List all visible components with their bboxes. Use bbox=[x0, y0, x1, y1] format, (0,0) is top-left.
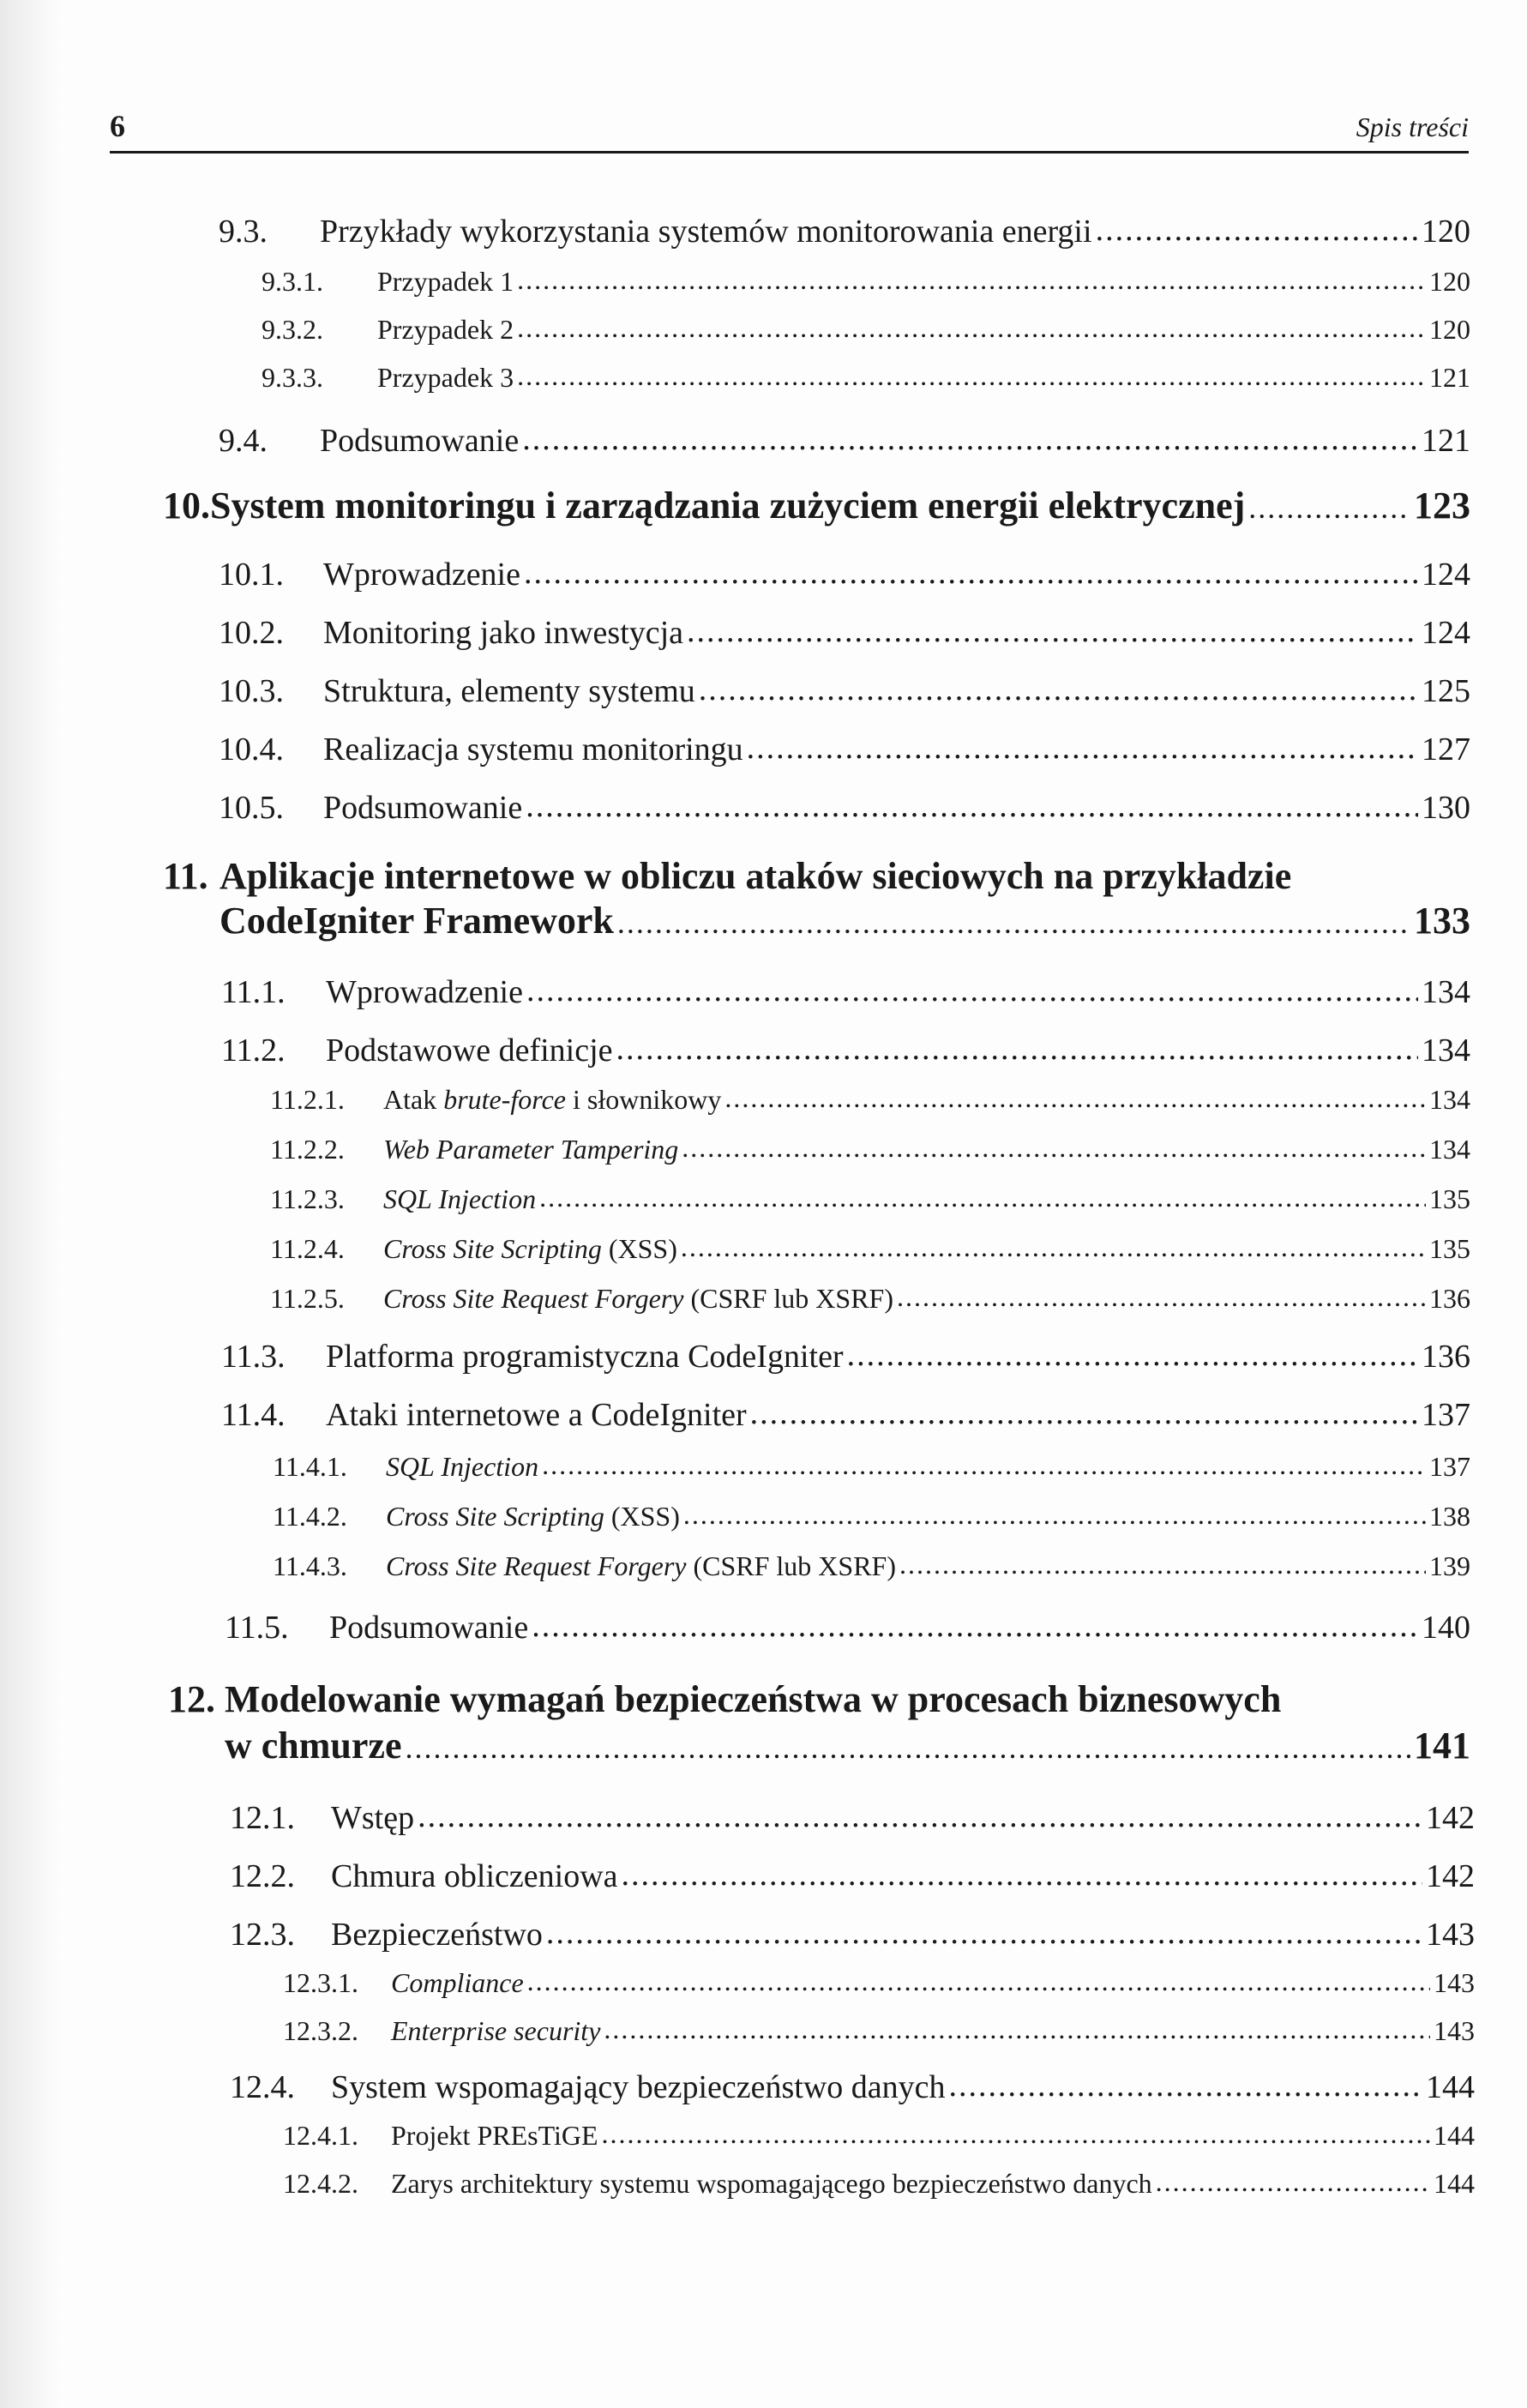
dot-leader bbox=[899, 1549, 1426, 1580]
toc-entry-11-5[interactable] bbox=[225, 1609, 1470, 1646]
toc-title bbox=[386, 1550, 896, 1582]
toc-entry-10-3[interactable] bbox=[219, 672, 1470, 710]
toc-page: 134 bbox=[1429, 1084, 1470, 1115]
toc-entry-10-4[interactable] bbox=[219, 731, 1470, 768]
dot-leader bbox=[949, 2067, 1423, 2104]
dot-leader bbox=[546, 1914, 1422, 1952]
dot-leader bbox=[604, 2014, 1430, 2045]
toc-title: Web Parameter Tampering bbox=[383, 1134, 679, 1165]
toc-title: Platforma programistyczna CodeIgniter bbox=[326, 1339, 844, 1375]
toc-number: 9.3. bbox=[219, 214, 268, 250]
toc-title: Realizacja systemu monitoringu bbox=[323, 731, 743, 768]
toc-title: Enterprise security bbox=[391, 2015, 601, 2046]
dot-leader bbox=[747, 729, 1418, 767]
toc-number: 10.5. bbox=[219, 790, 284, 826]
toc-page: 120 bbox=[1429, 314, 1470, 345]
chapter-page: 123 bbox=[1414, 485, 1470, 527]
toc-page: 121 bbox=[1429, 362, 1470, 393]
toc-number: 11.2.4. bbox=[270, 1233, 345, 1264]
toc-title: Podsumowanie bbox=[320, 423, 520, 459]
toc-number: 11.4.3. bbox=[273, 1550, 347, 1581]
toc-entry-9-3-2[interactable] bbox=[262, 314, 1470, 346]
toc-page: 120 bbox=[1429, 266, 1470, 297]
toc-title-italic: Cross Site Scripting bbox=[386, 1501, 604, 1532]
toc-number: 10.3. bbox=[219, 673, 284, 709]
toc-title-part: (CSRF lub XSRF) bbox=[686, 1550, 896, 1581]
toc-entry-12-1[interactable] bbox=[230, 1799, 1475, 1837]
toc-title: Monitoring jako inwestycja bbox=[323, 615, 684, 651]
toc-page: 134 bbox=[1422, 1032, 1470, 1069]
toc-number: 11.5. bbox=[225, 1610, 289, 1646]
toc-title: Compliance bbox=[391, 1967, 524, 1998]
toc-chapter-11-line2[interactable] bbox=[219, 899, 1470, 942]
toc-page: 135 bbox=[1429, 1183, 1470, 1214]
toc-page: 120 bbox=[1422, 214, 1470, 250]
toc-title: SQL Injection bbox=[386, 1451, 539, 1482]
toc-entry-11-3[interactable] bbox=[221, 1338, 1470, 1376]
toc-number: 12.1. bbox=[230, 1800, 295, 1836]
toc-entry-11-1[interactable] bbox=[221, 973, 1470, 1011]
toc-entry-12-4-2[interactable] bbox=[283, 2168, 1475, 2200]
toc-entry-12-3-1[interactable] bbox=[283, 1967, 1475, 1999]
toc-title: Przypadek 2 bbox=[377, 314, 514, 345]
chapter-number: 11. bbox=[163, 855, 208, 897]
dot-leader bbox=[527, 1966, 1430, 1997]
toc-number: 9.4. bbox=[219, 423, 268, 459]
toc-title: Wprowadzenie bbox=[326, 974, 523, 1010]
toc-number: 12.4.1. bbox=[283, 2120, 358, 2151]
toc-page: 144 bbox=[1434, 2120, 1475, 2151]
toc-number: 12.4.2. bbox=[283, 2168, 358, 2199]
toc-number: 11.4. bbox=[221, 1397, 286, 1433]
toc-title: Chmura obliczeniowa bbox=[331, 1858, 618, 1894]
toc-title-part: (CSRF lub XSRF) bbox=[683, 1283, 893, 1314]
toc-entry-11-4-1[interactable] bbox=[273, 1451, 1470, 1483]
toc-entry-11-2-1[interactable] bbox=[270, 1084, 1470, 1116]
dot-leader bbox=[1248, 490, 1410, 526]
toc-page: 130 bbox=[1422, 790, 1470, 826]
toc-page: 138 bbox=[1429, 1501, 1470, 1532]
toc-title bbox=[386, 1501, 680, 1532]
toc-number: 11.3. bbox=[221, 1339, 286, 1375]
toc-title-part: (XSS) bbox=[604, 1501, 680, 1532]
toc-entry-11-2-3[interactable] bbox=[270, 1183, 1470, 1215]
toc-title: Projekt PREsTiGE bbox=[391, 2120, 598, 2151]
scan-gutter-shadow bbox=[0, 0, 60, 2408]
toc-title-italic: Cross Site Request Forgery bbox=[383, 1283, 684, 1314]
toc-page: 143 bbox=[1434, 1967, 1475, 1998]
toc-number: 9.3.3. bbox=[262, 362, 323, 393]
toc-title: Przykłady wykorzystania systemów monitorowania energii bbox=[320, 214, 1092, 250]
toc-title: Przypadek 1 bbox=[377, 266, 514, 297]
dot-leader bbox=[683, 1499, 1426, 1531]
dot-leader bbox=[681, 1231, 1426, 1263]
toc-number: 11.2.1. bbox=[270, 1084, 345, 1115]
toc-page: 136 bbox=[1429, 1283, 1470, 1314]
toc-entry-11-4-2[interactable] bbox=[273, 1501, 1470, 1532]
toc-entry-9-3[interactable] bbox=[219, 213, 1470, 250]
toc-entry-11-4-3[interactable] bbox=[273, 1550, 1470, 1582]
chapter-page: 141 bbox=[1414, 1725, 1470, 1767]
running-title: Spis treści bbox=[1356, 111, 1469, 142]
toc-number: 12.4. bbox=[230, 2069, 295, 2105]
toc-title: SQL Injection bbox=[383, 1183, 537, 1214]
toc-page: 127 bbox=[1422, 731, 1470, 768]
toc-entry-12-4-1[interactable] bbox=[283, 2120, 1475, 2152]
toc-number: 9.3.1. bbox=[262, 266, 323, 297]
toc-number: 10.2. bbox=[219, 615, 284, 651]
chapter-number: 12. bbox=[168, 1678, 215, 1720]
dot-leader bbox=[517, 312, 1426, 344]
dot-leader bbox=[687, 612, 1418, 650]
toc-title-italic: Cross Site Scripting bbox=[383, 1233, 602, 1264]
toc-page: 124 bbox=[1422, 615, 1470, 651]
dot-leader bbox=[524, 554, 1418, 592]
dot-leader bbox=[517, 360, 1426, 392]
toc-title-part: Atak bbox=[383, 1084, 444, 1115]
page-header bbox=[110, 94, 1469, 146]
toc-title-part: i słownikowy bbox=[565, 1084, 722, 1115]
dot-leader bbox=[539, 1182, 1426, 1213]
toc-entry-12-2[interactable] bbox=[230, 1857, 1475, 1895]
dot-leader bbox=[602, 2118, 1430, 2150]
toc-entry-10-2[interactable] bbox=[219, 614, 1470, 652]
dot-leader bbox=[682, 1132, 1426, 1164]
toc-number: 11.2.2. bbox=[270, 1134, 345, 1165]
dot-leader bbox=[526, 972, 1418, 1009]
toc-title: Ataki internetowe a CodeIgniter bbox=[326, 1397, 747, 1433]
toc-title bbox=[383, 1233, 677, 1265]
toc-page: 125 bbox=[1422, 673, 1470, 709]
toc-number: 11.4.1. bbox=[273, 1451, 347, 1482]
toc-page: 143 bbox=[1434, 2015, 1475, 2046]
chapter-page: 133 bbox=[1414, 900, 1470, 942]
toc-page: 143 bbox=[1426, 1917, 1475, 1953]
toc-title: Podstawowe definicje bbox=[326, 1032, 613, 1069]
toc-page: 139 bbox=[1429, 1550, 1470, 1581]
toc-page: 137 bbox=[1429, 1451, 1470, 1482]
toc-title: System wspomagający bezpieczeństwo danych bbox=[331, 2069, 946, 2105]
toc-title-italic: Cross Site Request Forgery bbox=[386, 1550, 687, 1581]
toc-chapter-12-line2[interactable] bbox=[225, 1724, 1470, 1767]
toc-title-part: (XSS) bbox=[601, 1233, 677, 1264]
dot-leader bbox=[522, 420, 1418, 458]
toc-entry-11-2-4[interactable] bbox=[270, 1233, 1470, 1265]
toc-number: 11.2.3. bbox=[270, 1183, 345, 1214]
toc-entry-11-4[interactable] bbox=[221, 1396, 1470, 1434]
dot-leader bbox=[542, 1449, 1426, 1481]
dot-leader bbox=[897, 1281, 1426, 1313]
toc-page: 134 bbox=[1429, 1134, 1470, 1165]
chapter-title-line2: CodeIgniter Framework bbox=[219, 900, 614, 942]
dot-leader bbox=[616, 1030, 1418, 1068]
toc-chapter-12-line1[interactable] bbox=[168, 1677, 1281, 1721]
chapter-title-line1: Modelowanie wymagań bezpieczeństwa w procesach biznesowych bbox=[225, 1678, 1282, 1720]
toc-title: Zarys architektury systemu wspomagającego bezpieczeństwo danych bbox=[391, 2168, 1152, 2199]
toc-title bbox=[383, 1084, 721, 1116]
toc-entry-9-3-3[interactable] bbox=[262, 362, 1470, 394]
toc-page: 124 bbox=[1422, 557, 1470, 593]
toc-number: 12.3.2. bbox=[283, 2015, 358, 2046]
toc-title-italic: brute-force bbox=[443, 1084, 566, 1115]
dot-leader bbox=[418, 1797, 1422, 1835]
toc-title: Wstęp bbox=[331, 1800, 415, 1836]
dot-leader bbox=[724, 1082, 1426, 1114]
toc-page: 135 bbox=[1429, 1233, 1470, 1264]
chapter-title-line2: w chmurze bbox=[225, 1725, 402, 1767]
toc-number: 12.3.1. bbox=[283, 1967, 358, 1998]
toc-entry-12-3[interactable] bbox=[230, 1916, 1475, 1953]
toc-page: 144 bbox=[1434, 2168, 1475, 2199]
toc-page: 144 bbox=[1426, 2069, 1475, 2105]
dot-leader bbox=[517, 264, 1426, 296]
toc-number: 11.2. bbox=[221, 1032, 286, 1069]
dot-leader bbox=[699, 671, 1418, 708]
toc-page: 121 bbox=[1422, 423, 1470, 459]
page-number: 6 bbox=[110, 109, 125, 143]
toc-page: 134 bbox=[1422, 974, 1470, 1010]
toc-chapter-10[interactable] bbox=[163, 484, 1470, 527]
toc-number: 12.2. bbox=[230, 1858, 295, 1894]
toc-title: Podsumowanie bbox=[323, 790, 523, 826]
dot-leader bbox=[622, 1856, 1422, 1893]
chapter-title-line1: Aplikacje internetowe w obliczu ataków sieciowych na przykładzie bbox=[219, 855, 1292, 897]
toc-title: Wprowadzenie bbox=[323, 557, 520, 593]
toc-title bbox=[383, 1283, 893, 1315]
dot-leader bbox=[1096, 211, 1418, 249]
chapter-number: 10. bbox=[163, 485, 210, 527]
toc-entry-11-2[interactable] bbox=[221, 1032, 1470, 1069]
toc-chapter-11-line1[interactable] bbox=[163, 854, 1291, 898]
toc-entry-9-4[interactable] bbox=[219, 422, 1470, 460]
dot-leader bbox=[532, 1607, 1418, 1645]
dot-leader bbox=[750, 1394, 1418, 1432]
toc-number: 11.2.5. bbox=[270, 1283, 345, 1314]
dot-leader bbox=[526, 787, 1418, 825]
toc-number: 11.1. bbox=[221, 974, 286, 1010]
chapter-title: System monitoringu i zarządzania zużyciem energii elektrycznej bbox=[210, 485, 1246, 527]
toc-title: Bezpieczeństwo bbox=[331, 1917, 543, 1953]
dot-leader bbox=[406, 1730, 1411, 1766]
toc-entry-12-4[interactable] bbox=[230, 2068, 1475, 2106]
dot-leader bbox=[617, 905, 1410, 941]
toc-page: 142 bbox=[1426, 1858, 1475, 1894]
toc-entry-11-2-5[interactable] bbox=[270, 1283, 1470, 1315]
toc-number: 11.4.2. bbox=[273, 1501, 347, 1532]
toc-page: 137 bbox=[1422, 1397, 1470, 1433]
toc-entry-9-3-1[interactable] bbox=[262, 266, 1470, 298]
toc-entry-10-1[interactable] bbox=[219, 556, 1470, 593]
toc-entry-12-3-2[interactable] bbox=[283, 2015, 1475, 2047]
toc-number: 12.3. bbox=[230, 1917, 295, 1953]
toc-title: Podsumowanie bbox=[329, 1610, 529, 1646]
header-rule bbox=[110, 151, 1469, 154]
toc-number: 10.1. bbox=[219, 557, 284, 593]
toc-page: 142 bbox=[1426, 1800, 1475, 1836]
toc-number: 10.4. bbox=[219, 731, 284, 768]
toc-entry-10-5[interactable] bbox=[219, 789, 1470, 827]
toc-page: 136 bbox=[1422, 1339, 1470, 1375]
toc-title: Struktura, elementy systemu bbox=[323, 673, 695, 709]
dot-leader bbox=[847, 1336, 1418, 1374]
toc-entry-11-2-2[interactable] bbox=[270, 1134, 1470, 1165]
dot-leader bbox=[1156, 2166, 1430, 2198]
toc-page: 140 bbox=[1422, 1610, 1470, 1646]
toc-number: 9.3.2. bbox=[262, 314, 323, 345]
toc-title: Przypadek 3 bbox=[377, 362, 514, 393]
